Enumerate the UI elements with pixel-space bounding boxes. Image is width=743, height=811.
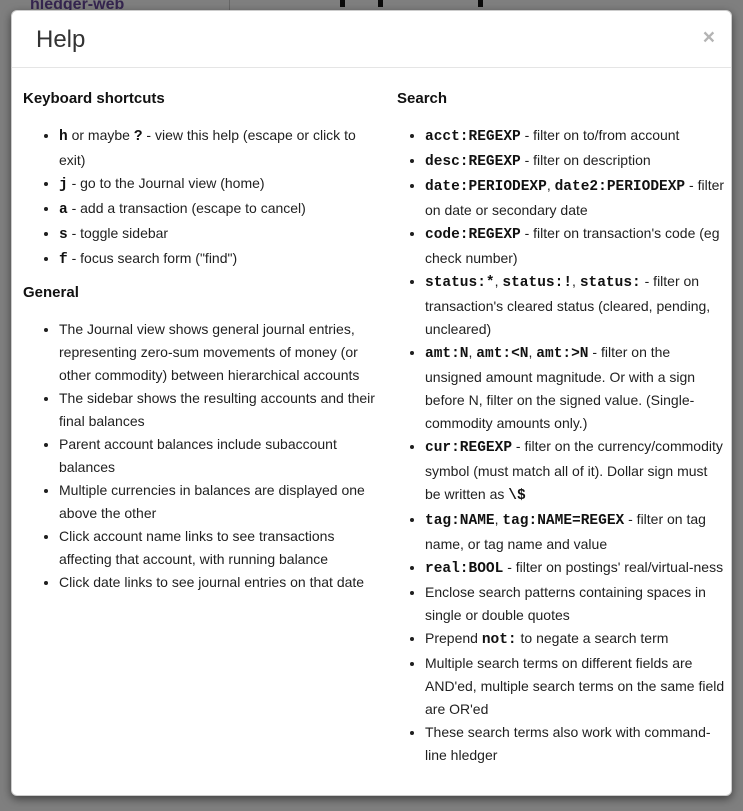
list-item: • a - add a transaction (escape to cancel) — [59, 197, 375, 222]
modal-body — [12, 68, 731, 773]
code-span: ? — [133, 129, 143, 145]
list-item: • Multiple currencies in balances are displayed one above the other — [59, 479, 375, 525]
section-heading: Keyboard shortcuts — [23, 90, 165, 107]
list-item: • Parent account balances include subaccount balances — [59, 433, 375, 479]
help-modal — [11, 10, 732, 796]
list-item: • h or maybe ? - view this help (escape or click to exit) — [59, 124, 375, 172]
list-item: • code:REGEXP - filter on transaction's code (eg check number) — [425, 222, 725, 270]
list-item: • date:PERIODEXP, date2:PERIODEXP - filter on date or secondary date — [425, 174, 725, 222]
list-item: • cur:REGEXP - filter on the currency/commodity symbol (must match all of it). Dollar sign must be written as \$ — [425, 435, 725, 508]
list-item: • These search terms also work with command-line hledger — [425, 721, 725, 767]
help-column-right — [375, 78, 725, 773]
code-span: not: — [481, 632, 517, 648]
code-span: \$ — [508, 488, 526, 504]
code-span: date2:PERIODEXP — [554, 179, 686, 195]
list-item: • j - go to the Journal view (home) — [59, 172, 375, 197]
help-list — [397, 124, 725, 767]
list-item: • Multiple search terms on different fields are AND'ed, multiple search terms on the same field are OR'ed — [425, 652, 725, 721]
code-span: acct:REGEXP — [425, 129, 521, 145]
code-span: cur:REGEXP — [425, 440, 513, 456]
code-span: amt:>N — [536, 346, 589, 362]
list-item: • acct:REGEXP - filter on to/from account — [425, 124, 725, 149]
list-item: • amt:N, amt:<N, amt:>N - filter on the unsigned amount magnitude. Or with a sign before N, filter on the signed value. (Single-commodity amounts only.) — [425, 341, 725, 435]
code-span: a — [59, 202, 68, 218]
code-span: s — [59, 227, 68, 243]
code-span: f — [59, 252, 68, 268]
list-item: • real:BOOL - filter on postings' real/virtual-ness — [425, 556, 725, 581]
section-heading: General — [23, 284, 79, 301]
code-span: h — [59, 129, 68, 145]
list-item: • Click account name links to see transactions affecting that account, with running balance — [59, 525, 375, 571]
code-span: amt:N — [425, 346, 469, 362]
section-heading: Search — [397, 90, 448, 107]
code-span: real:BOOL — [425, 561, 504, 577]
close-button[interactable]: × — [702, 26, 715, 49]
list-item: • The Journal view shows general journal entries, representing zero-sum movements of money (or other commodity) between hierarchical accounts — [59, 318, 375, 387]
code-span: status:! — [502, 275, 573, 291]
code-span: desc:REGEXP — [425, 154, 521, 170]
code-span: amt:<N — [476, 346, 529, 362]
list-item: • tag:NAME, tag:NAME=REGEX - filter on tag name, or tag name and value — [425, 508, 725, 556]
code-span: tag:NAME — [425, 513, 495, 529]
code-span: code:REGEXP — [425, 227, 521, 243]
code-span: j — [59, 177, 68, 193]
list-item: • status:*, status:!, status: - filter on transaction's cleared status (cleared, pending, uncleared) — [425, 270, 725, 341]
code-span: date:PERIODEXP — [425, 179, 547, 195]
help-column-left — [23, 78, 375, 773]
list-item: • desc:REGEXP - filter on description — [425, 149, 725, 174]
list-item: • Prepend not: to negate a search term — [425, 627, 725, 652]
list-item: • Click date links to see journal entries on that date — [59, 571, 375, 594]
list-item: • Enclose search patterns containing spaces in single or double quotes — [425, 581, 725, 627]
modal-title: Help — [36, 26, 86, 53]
list-item: • s - toggle sidebar — [59, 222, 375, 247]
modal-header — [12, 11, 731, 68]
code-span: status:* — [425, 275, 495, 291]
help-list — [23, 124, 375, 272]
code-span: status: — [579, 275, 641, 291]
list-item: • The sidebar shows the resulting accounts and their final balances — [59, 387, 375, 433]
code-span: tag:NAME=REGEX — [502, 513, 625, 529]
help-list — [23, 318, 375, 594]
list-item: • f - focus search form ("find") — [59, 247, 375, 272]
